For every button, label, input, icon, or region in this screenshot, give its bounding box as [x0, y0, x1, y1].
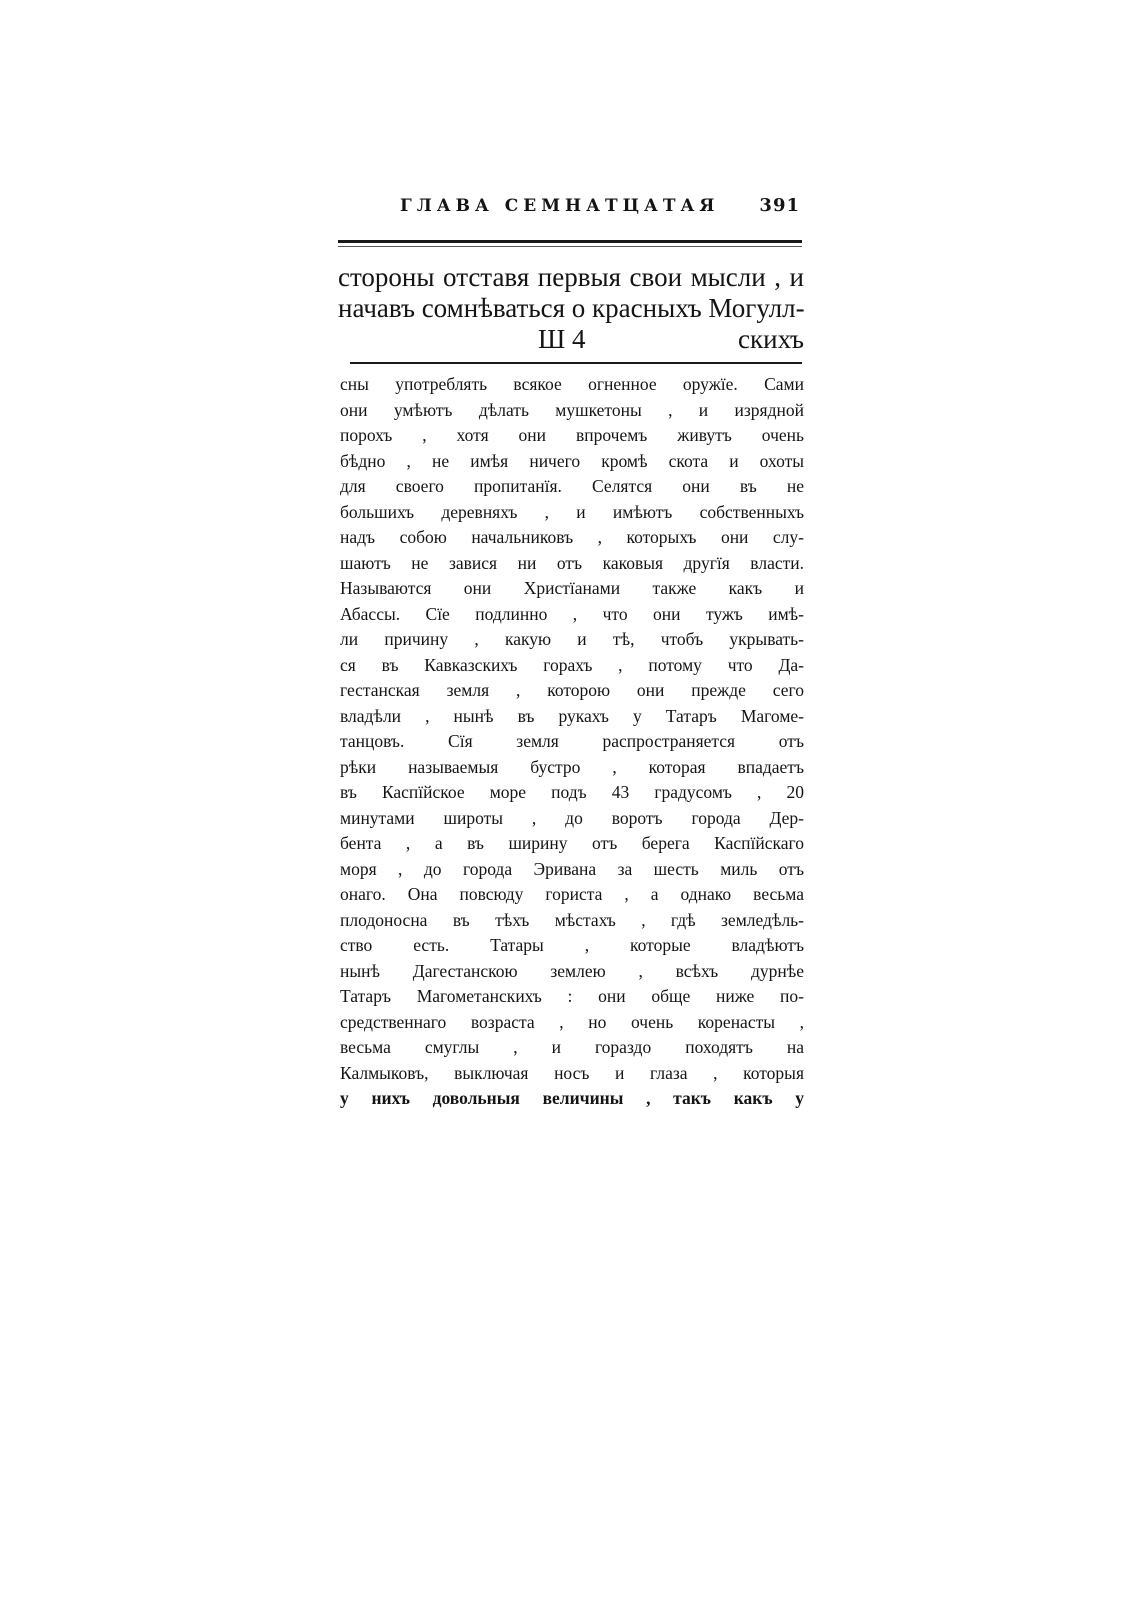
footnote-line: бента , а въ ширину отъ берега Каспїйскаго [340, 833, 804, 853]
catchword: скихъ [738, 324, 804, 354]
footnote-line: нынѣ Дагестанскою землею , всѣхъ дурнѣе [340, 960, 804, 981]
running-head [400, 196, 800, 220]
footnote-line: плодоносна въ тѣхъ мѣстахъ , гдѣ земледѣль- [340, 909, 804, 930]
footnote-line: минутами широты , до воротъ города Дер- [340, 807, 804, 828]
footnote-line: Называются они Христїанами также какъ и [340, 578, 804, 598]
footnote-line: для своего пропитанїя. Селятся они въ не [340, 476, 804, 496]
main-text-line: начавъ сомнѣваться о красныхъ Могулл- [338, 293, 805, 323]
chapter-title: ГЛАВА СЕМНАТЦАТАЯ [400, 196, 720, 216]
footnote-line: шаютъ не завися ни отъ каковыя другїя власти. [340, 552, 804, 573]
footnote-line: бѣдно , не имѣя ничего кромѣ скота и охоты [340, 450, 804, 471]
footnote-line: моря , до города Эривана за шесть миль отъ [340, 858, 804, 879]
footnote-line: большихъ деревняхъ , и имѣютъ собственныхъ [340, 501, 804, 522]
signature-mark: Ш 4 [538, 324, 586, 354]
footnote-line: Абассы. Сїе подлинно , что они тужъ имѣ- [340, 603, 804, 624]
footnote-line: надъ собою начальниковъ , которыхъ они слу- [340, 527, 804, 547]
page-number: 391 [759, 195, 800, 216]
main-text [338, 262, 804, 355]
footnote-line: онаго. Она повсюду гориста , а однако весьма [340, 884, 804, 904]
main-text-line: стороны отставя первыя свои мысли , и [338, 262, 804, 292]
footnote-line: весьма смуглы , и гораздо походятъ на [340, 1037, 804, 1057]
footnote-line: у нихъ довольныя величины , такъ какъ у [340, 1088, 804, 1108]
footnote-line: въ Каспїйское море подъ 43 градусомъ , 20 [340, 782, 804, 802]
footnote-line: Татаръ Магометанскихъ : они обще ниже по- [340, 986, 804, 1006]
footnote-line: средственнаго возраста , но очень коренасты , [340, 1011, 804, 1032]
footnote-line: ли причину , какую и тѣ, чтобъ укрывать- [340, 629, 804, 649]
footnote-line: Калмыковъ, выключая носъ и глаза , которыя [340, 1062, 804, 1083]
footnote-line: порохъ , хотя они впрочемъ живутъ очень [340, 425, 804, 445]
signature-line [338, 324, 804, 355]
footnote-line: рѣки называемыя бустро , которая впадаетъ [340, 756, 804, 777]
footnote-block [340, 372, 804, 1112]
footnote-line: гестанская земля , которою они прежде сего [340, 680, 804, 700]
footnote-line: ся въ Кавказскихъ горахъ , потому что Да- [340, 654, 804, 675]
header-rule [338, 240, 802, 243]
header-rule-thin [338, 246, 802, 247]
footnote-line: они умѣютъ дѣлать мушкетоны , и изрядной [340, 399, 804, 420]
footnote-line: сны употреблять всякое огненное оружїе. Сами [340, 374, 804, 394]
footnote-line: ство есть. Татары , которые владѣютъ [340, 935, 804, 955]
footnote-line: танцовъ. Сїя земля распространяется отъ [340, 731, 804, 751]
footnote-line: владѣли , нынѣ въ рукахъ у Татаръ Магоме- [340, 705, 804, 726]
footnote-rule [350, 362, 802, 364]
